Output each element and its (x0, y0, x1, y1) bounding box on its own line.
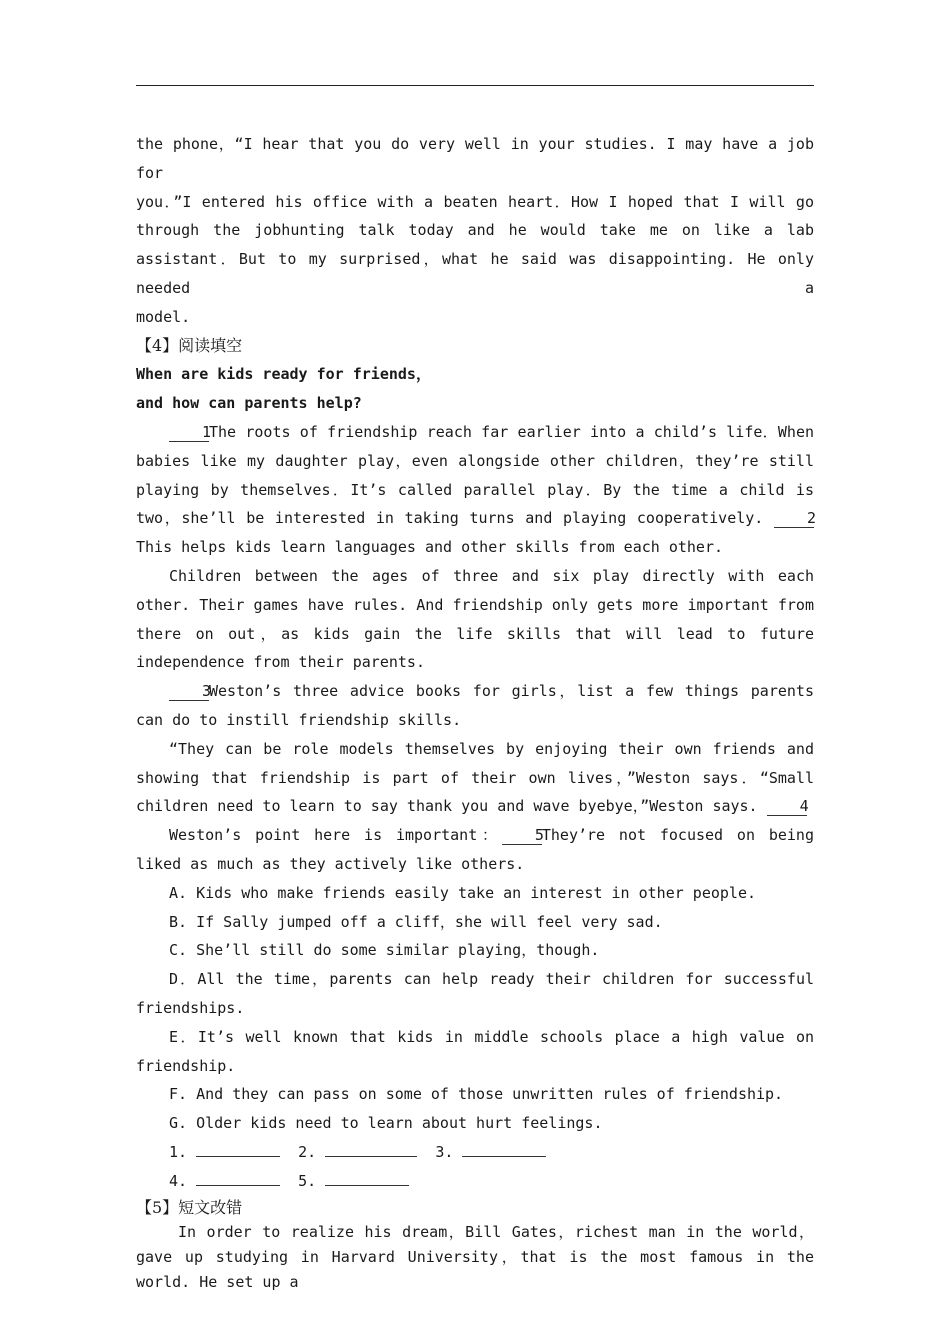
correction-passage: In order to realize his dream，Bill Gates，richest man in the world，gave up studying in Harvard University，that is the most famous in the world. He set up a (136, 1223, 814, 1292)
header-rule (136, 85, 814, 86)
option-d: D．All the time，parents can help ready their children for successful friendships. (136, 970, 814, 1017)
option-f: F. And they can pass on some of those unwritten rules of friendship. (169, 1085, 784, 1104)
section-heading-correction: 【5】短文改错 (136, 1198, 243, 1218)
paragraph-3-text: Weston’s three advice books for girls，list a few things parents can do to instill friendship skills. (136, 682, 814, 729)
blank-4: 4 (767, 797, 807, 816)
blank-2: 2 (774, 509, 814, 528)
blank-1: 1 (169, 423, 209, 442)
answer-row-1 (136, 1138, 814, 1167)
option-a: A. Kids who make friends easily take an interest in other people. (169, 883, 756, 902)
option-g: G. Older kids need to learn about hurt feelings. (169, 1114, 603, 1133)
passage-line: you．”I entered his office with a beaten heart．How I hoped that I will go (136, 192, 814, 211)
blank-5: 5 (502, 826, 542, 845)
answer-label: 3. (435, 1142, 454, 1161)
paragraph-3 (136, 677, 814, 735)
page-content (136, 130, 817, 1295)
paragraph-1-text-after: This helps kids learn languages and other skills from each other. (136, 538, 723, 557)
paragraph-4 (136, 735, 814, 821)
paragraph-5 (136, 821, 814, 879)
option-c: C. She’ll still do some similar playing，though. (169, 941, 600, 960)
answer-line[interactable] (196, 1169, 280, 1186)
answer-line[interactable] (196, 1140, 280, 1157)
paragraph-1-text: The roots of friendship reach far earlier into a child’s life．When babies like my daughter play，even alongside other children，they’re still playing by themselves．It’s called parallel play．By the time a child is two，she’ll be interested in taking turns and playing cooperatively. (136, 422, 814, 528)
passage-line: model. (136, 307, 191, 326)
article-title-line1: When are kids ready for friends， (136, 365, 431, 384)
option-b: B. If Sally jumped off a cliff，she will feel very sad. (169, 912, 663, 931)
paragraph-5-text-after: They’re not focused on being liked as much as they actively like others. (136, 826, 814, 873)
article-title-line2: and how can parents help? (136, 394, 362, 413)
answer-label: 5. (298, 1171, 317, 1190)
passage-line: the phone，“I hear that you do very well in your studies. I may have a job for (136, 135, 814, 182)
answer-label: 4. (169, 1171, 188, 1190)
paragraph-4-text: “They can be role models themselves by enjoying their own friends and showing that friendship is part of their own lives，”Weston says．“Small children need to learn to say thank you and wave byebye，”Weston says. (136, 739, 814, 816)
answer-line[interactable] (462, 1140, 546, 1157)
answer-line[interactable] (325, 1169, 409, 1186)
passage-line: through the jobhunting talk today and he would take me on like a lab (136, 221, 814, 240)
paragraph-5-text: Weston’s point here is important： (169, 826, 502, 845)
answer-row-2 (136, 1167, 814, 1196)
passage-line: assistant．But to my surprised，what he said was disappointing. He only needed a (136, 250, 814, 297)
section-heading-reading: 【4】阅读填空 (136, 335, 243, 355)
paragraph-2: Children between the ages of three and six play directly with each other. Their games have rules. And friendship only gets more important from there on out，as kids gain the life skills that will lead to future independence from their parents. (136, 566, 814, 672)
option-e: E．It’s well known that kids in middle schools place a high value on friendship. (136, 1027, 814, 1075)
answer-label: 1. (169, 1142, 188, 1161)
blank-3: 3 (169, 682, 209, 701)
paragraph-1 (136, 418, 817, 562)
answer-label: 2. (298, 1142, 317, 1161)
answer-line[interactable] (325, 1140, 417, 1157)
